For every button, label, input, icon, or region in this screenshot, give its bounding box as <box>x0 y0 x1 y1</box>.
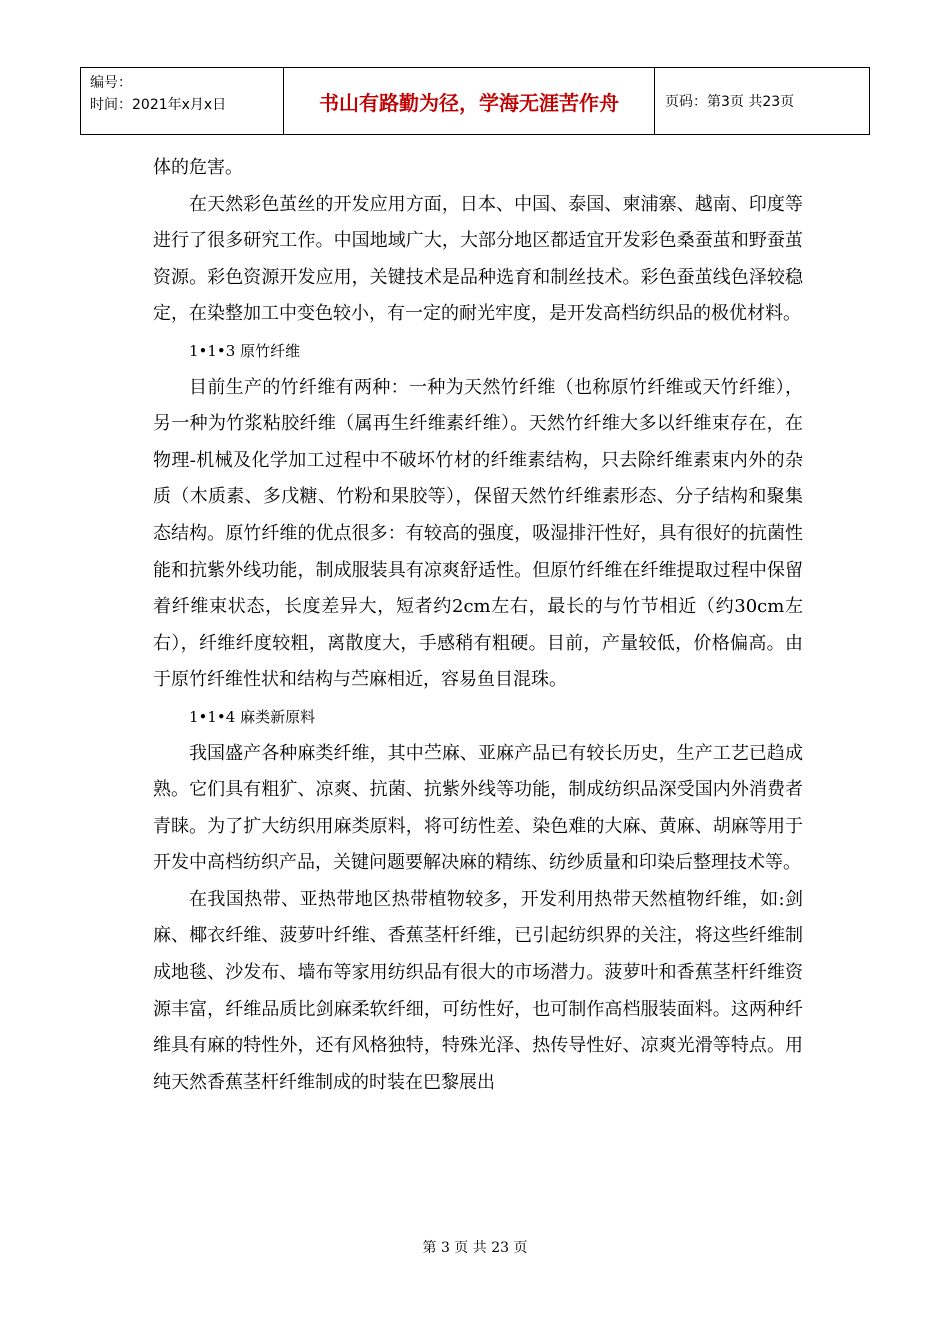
header-page-code: 页码：第3页 共23页 <box>665 94 795 110</box>
paragraph: 在天然彩色茧丝的开发应用方面，日本、中国、泰国、柬浦寨、越南、印度等进行了很多研究工作。中国地域广大，大部分地区都适宜开发彩色桑蚕茧和野蚕茧资源。彩色资源开发应用，关键技术是品种选育和制丝技术。彩色蚕茧线色泽较稳定，在染整加工中变色较小，有一定的耐光牢度，是开发高档纺织品的极优材料。 <box>153 193 803 325</box>
page-header <box>80 67 870 135</box>
paragraph: 体的危害。 <box>153 157 243 178</box>
page-footer: 第 3 页 共 23 页 <box>422 1240 528 1256</box>
paragraph: 在我国热带、亚热带地区热带植物较多，开发利用热带天然植物纤维，如:剑麻、椰衣纤维、菠萝叶纤维、香蕉茎杆纤维，已引起纺织界的关注，将这些纤维制成地毯、沙发布、墙布等家用纺织品有很大的市场潜力。菠萝叶和香蕉茎杆纤维资源丰富，纤维品质比剑麻柔软纤细，可纺性好，也可制作高档服装面料。这两种纤维具有麻的特性外，还有风格独特，特殊光泽、热传导性好、凉爽光滑等特点。用纯天然香蕉茎杆纤维制成的时装在巴黎展出 <box>153 888 803 1093</box>
document-body <box>153 150 803 1101</box>
section-heading: 1•1•4 麻类新原料 <box>189 707 316 726</box>
section-heading: 1•1•3 原竹纤维 <box>189 341 301 360</box>
document-number-label: 编号： <box>90 75 132 91</box>
paragraph: 目前生产的竹纤维有两种：一种为天然竹纤维（也称原竹纤维或天竹纤维），另一种为竹浆粘胶纤维（属再生纤维素纤维）。天然竹纤维大多以纤维束存在，在物理-机械及化学加工过程中不破坏竹材的纤维素结构，只去除纤维素束内外的杂质（木质素、多戊糖、竹粉和果胶等），保留天然竹纤维素形态、分子结构和聚集态结构。原竹纤维的优点很多：有较高的强度，吸湿排汗性好，具有很好的抗菌性能和抗紫外线功能，制成服装具有凉爽舒适性。但原竹纤维在纤维提取过程中保留着纤维束状态，长度差异大，短者约2cm左右，最长的与竹节相近（约30cm左右），纤维纤度较粗，离散度大，手感稍有粗硬。目前，产量较低，价格偏高。由于原竹纤维性状和结构与苎麻相近，容易鱼目混珠。 <box>153 376 803 691</box>
paragraph: 我国盛产各种麻类纤维，其中苎麻、亚麻产品已有较长历史，生产工艺已趋成熟。它们具有粗犷、凉爽、抗菌、抗紫外线等功能，制成纺织品深受国内外消费者青睐。为了扩大纺织用麻类原料，将可纺性差、染色难的大麻、黄麻、胡麻等用于开发中高档纺织产品，关键问题要解决麻的精练、纺纱质量和印染后整理技术等。 <box>153 742 803 874</box>
document-time-label: 时间：2021年x月x日 <box>90 97 227 113</box>
header-meta <box>81 68 284 134</box>
header-motto: 书山有路勤为径，学海无涯苦作舟 <box>284 68 655 134</box>
